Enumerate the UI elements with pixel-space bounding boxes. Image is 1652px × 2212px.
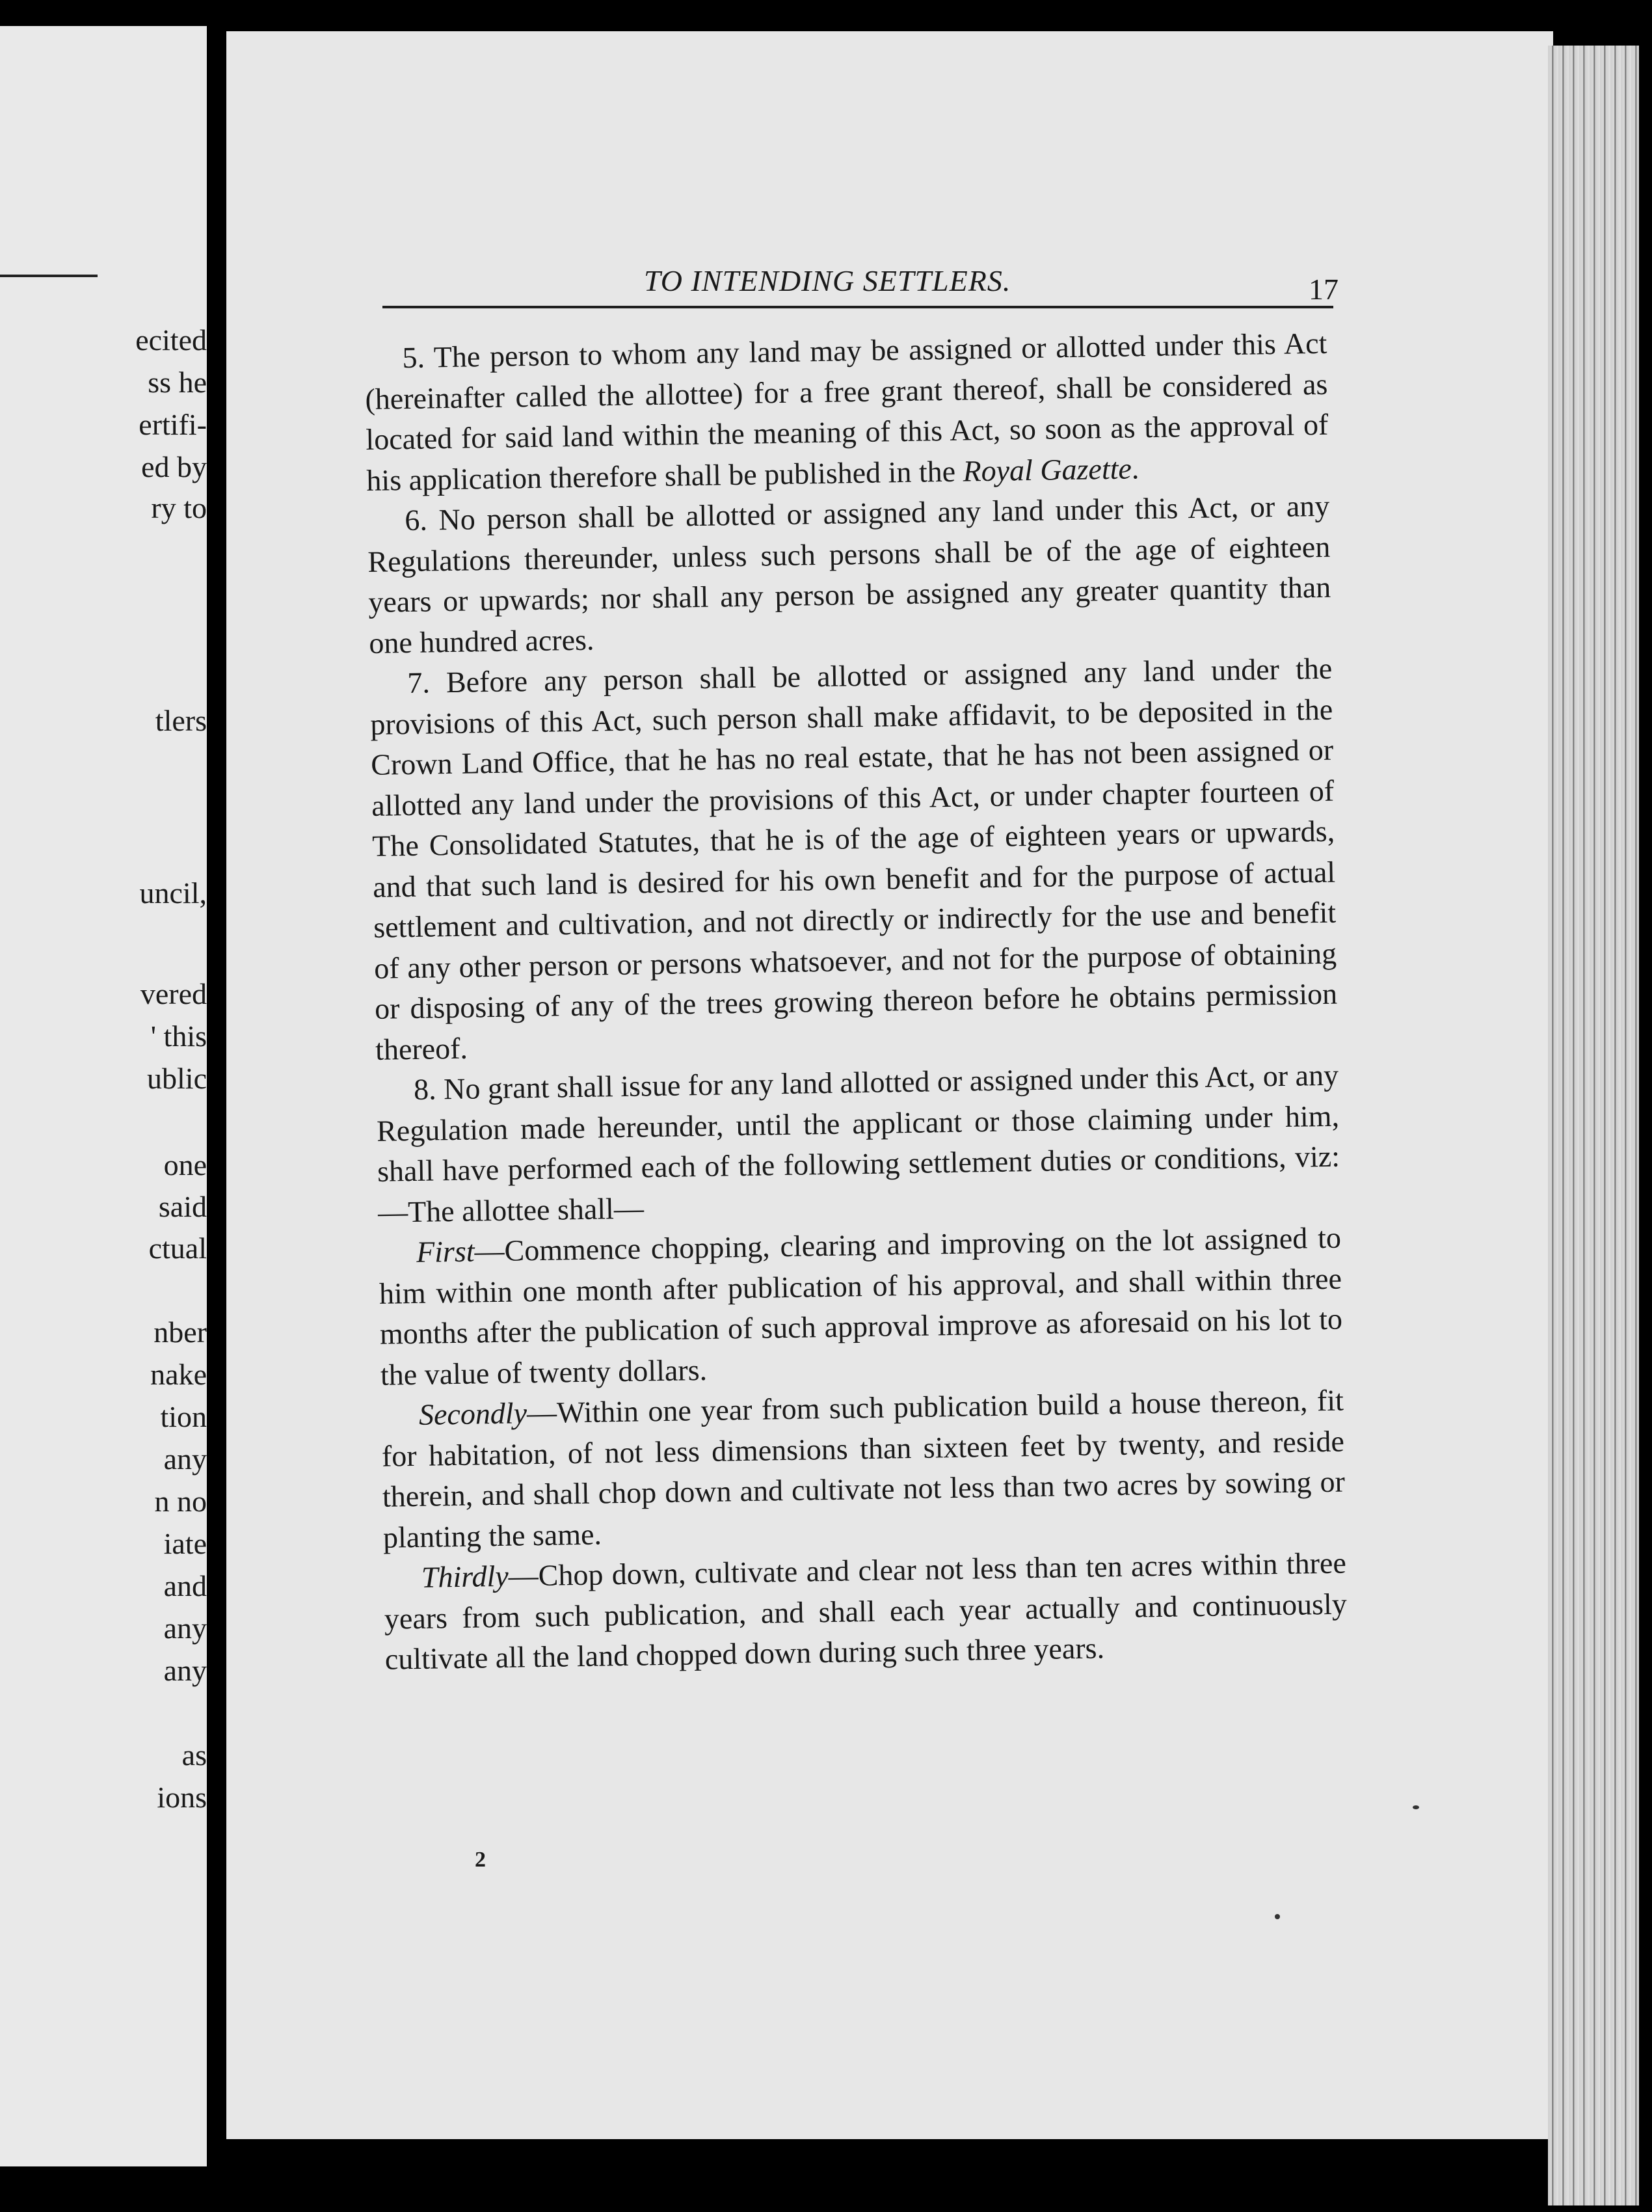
facing-text-fragment: vered [140,977,207,1010]
facing-text-fragment: tlers [155,704,207,737]
facing-text-fragment: ctual [148,1232,207,1265]
facing-text-fragment: said [158,1190,207,1223]
facing-page [0,26,207,2166]
facing-text-fragment: ertifi- [139,408,207,441]
facing-text-fragment: ss he [148,366,207,399]
facing-text-fragment: any [163,1442,207,1476]
facing-text-fragment: ions [157,1781,207,1814]
facing-text-fragment: uncil, [139,876,207,910]
facing-text-fragment: one [163,1148,207,1181]
facing-text-fragment: ed by [141,450,207,483]
facing-text-fragment: ecited [135,323,207,357]
page-edges [1548,46,1639,2205]
header-rule [382,306,1333,308]
paper-speck [1413,1805,1419,1809]
body-text [364,323,1348,1680]
signature-mark: 2 [475,1848,486,1872]
facing-text-fragment: nake [150,1358,207,1391]
paragraph-section-7: 7. Before any person shall be allotted or assigned any land under the provisions of this Act, such person shall make affidavit, to be deposited in the Crown Land Office, that he has no real estate, that he has not been assigned or allotted any land under the provisions of this Act, or under chapter fourteen of The Consolidated Statutes, that he is of the age of eighteen years or upwards, and that such land is desired for his own benefit and for the purpose of actual settlement and cultivation, and not directly or indirectly for the use and benefit of any other person or persons whatsoever, and not for the purpose of obtaining or disposing of any of the trees growing thereon before he obtains permission thereof. [369,651,1338,1066]
facing-text-fragment: n no [154,1485,207,1518]
paragraph-secondly: Secondly—Within one year from such publication build a house thereon, fit for habitation, of not less dimensions than sixteen feet by twenty, and reside therein, and shall chop down and cultivate not less than two acres by sowing or planting the same. [381,1383,1346,1554]
facing-text-fragment: ' this [150,1019,207,1053]
facing-text-fragment: ry to [151,491,207,524]
facing-text-fragment: nber [153,1315,207,1349]
facing-page-rule [0,275,98,277]
facing-text-fragment: and [163,1569,207,1602]
facing-text-fragment: iate [163,1527,207,1560]
paragraph-thirdly: Thirdly—Chop down, cultivate and clear not less than ten acres within three years from such publication, and shall each year actually and continuously cultivate all the land chopped down during such three years. [384,1546,1348,1676]
facing-text-fragment: ublic [147,1062,207,1095]
paragraph-first: First—Commence chopping, clearing and improving on the lot assigned to him within one month after publication of his approval, and shall within three months after the publication of such approval improve as aforesaid on his lot to the value of twenty dollars. [379,1221,1343,1392]
paper-speck [1275,1914,1280,1919]
facing-text-fragment: any [163,1612,207,1645]
paragraph-section-8: 8. No grant shall issue for any land allotted or assigned under this Act, or any Regulation made hereunder, until the applicant or those claiming under him, shall have performed each of the following settlement duties or conditions, viz:—The allottee shall— [376,1058,1340,1229]
facing-text-fragment: tion [160,1400,207,1433]
facing-text-fragment: any [163,1654,207,1687]
page-number: 17 [1309,273,1339,306]
paragraph-section-6: 6. No person shall be allotted or assigned any land under this Act, or any Regulations thereunder, unless such persons shall be of the age of eighteen years or upwards; nor shall any person be assigned any greater quantity than one hundred acres. [367,489,1331,660]
facing-text-fragment: as [181,1738,207,1772]
book-gutter [207,0,226,2212]
running-head: TO INTENDING SETTLERS. [644,264,1011,297]
paragraph-section-5: 5. The person to whom any land may be assigned or allotted under this Act (hereinafter called the allottee) for a free grant thereof, shall be considered as located for said land within the meaning of this Act, so soon as the approval of his application therefore shall be published in the Royal Gazette. [365,326,1329,497]
